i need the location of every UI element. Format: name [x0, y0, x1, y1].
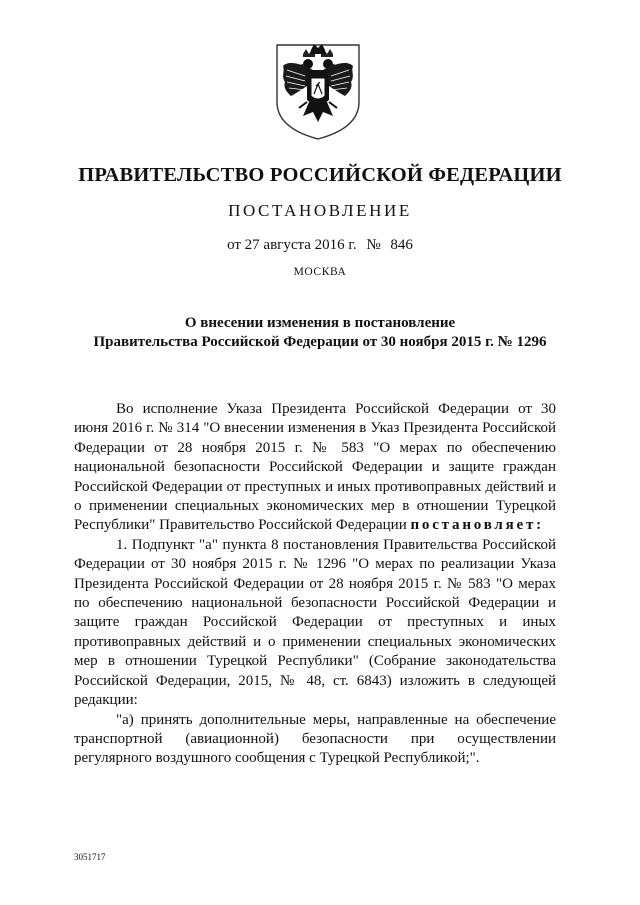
document-code: 3051717 — [74, 852, 106, 862]
decree-word: постановляет: — [410, 517, 544, 534]
document-date-line — [0, 237, 640, 254]
document-number: 846 — [390, 237, 413, 253]
preamble-paragraph — [74, 400, 556, 536]
document-city: МОСКВА — [293, 266, 347, 278]
document-heading — [0, 314, 640, 352]
number-sign: № — [366, 237, 381, 253]
document-body — [74, 400, 556, 769]
preamble-text: Во исполнение Указа Президента Российской Федерации от 30 июня 2016 г. № 314 "О внесении изменения в Указ Президента Российской Федерации от 28 ноября 2015 г. № 583 "О мерах по обеспечению национальной безопасности Российской Федерации и защите граждан Российской Федерации от преступных и иных противоправных действий и о применении специальных экономических мер в отношении Турецкой Республики" Правительство Российской Федерации — [74, 401, 556, 534]
document-date: от 27 августа 2016 г. — [227, 237, 357, 253]
heading-line-1: О внесении изменения в постановление — [184, 315, 456, 331]
document-type: ПОСТАНОВЛЕНИЕ — [228, 201, 412, 220]
heading-line-2: Правительства Российской Федерации от 30 ноября 2015 г. № 1296 — [93, 334, 547, 350]
item-1-paragraph: 1. Подпункт "а" пункта 8 постановления Правительства Российской Федерации от 30 ноября 2015 г. № 1296 "О мерах по реализации Указа Президента Российской Федерации от 28 ноября 2015 г. № 583 "О мерах по обеспечению национальной безопасности Российской Федерации и защите граждан Российской Федерации от преступных и иных противоправных действий и о применении специальных экономических мер в отношении Турецкой Республики" (Собрание законодательства Российской Федерации, 2015, № 48, ст. 6843) изложить в следующей редакции: — [74, 536, 556, 709]
item-1-quote-paragraph: "а) принять дополнительные меры, направленные на обеспечение транспортной (авиационной) безопасности при осуществлении регулярного воздушного сообщения с Турецкой Республикой;". — [74, 711, 556, 767]
government-title: ПРАВИТЕЛЬСТВО РОССИЙСКОЙ ФЕДЕРАЦИИ — [78, 164, 562, 186]
coat-of-arms-icon — [273, 42, 363, 142]
